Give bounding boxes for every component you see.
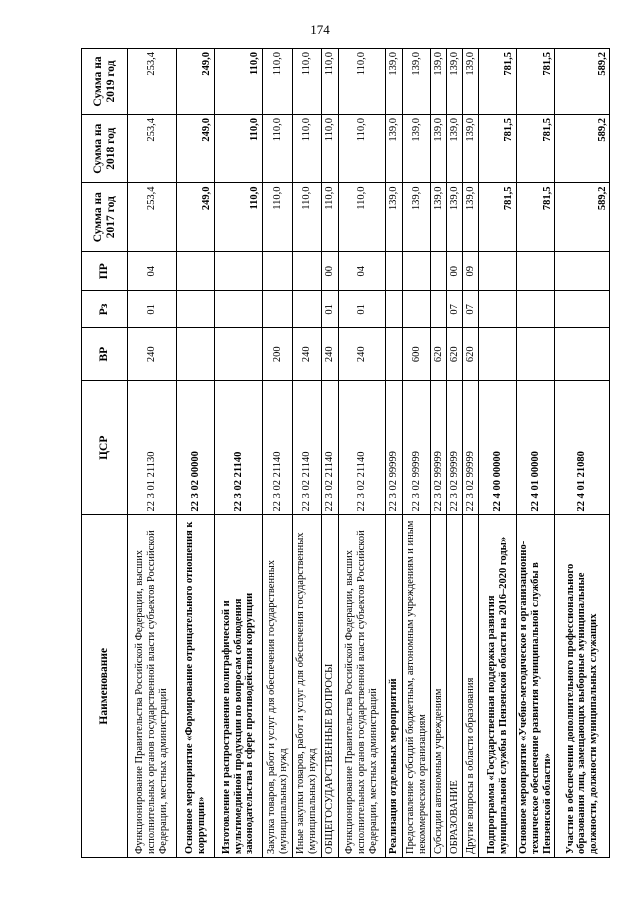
row-2019: 110,0	[215, 49, 263, 115]
row-name: Субсидии автономным учреждениям	[431, 515, 447, 858]
row-name: Основное мероприятие «Учебно-методическое и организационно-техническое обеспечение развития муниципальной службы в Пензенской области»	[517, 515, 555, 858]
row-csr: 22 3 02 21140	[215, 381, 263, 515]
row-2017: 110,0	[215, 183, 263, 252]
row-2017: 589,2	[555, 183, 610, 252]
row-2019: 110,0	[293, 49, 322, 115]
row-2018: 139,0	[403, 114, 431, 183]
row-vr: 200	[263, 328, 293, 381]
page-number: 174	[310, 22, 330, 37]
row-2019: 139,0	[431, 49, 447, 115]
row-2017: 110,0	[293, 183, 322, 252]
row-csr: 22 3 02 21140	[263, 381, 293, 515]
row-name: Основное мероприятие «Формирование отрицательного отношения к коррупции»	[177, 515, 215, 858]
rotated-page	[81, 48, 608, 858]
budget-table	[81, 48, 610, 858]
row-rz: 01	[322, 291, 339, 328]
row-2019: 139,0	[386, 49, 403, 115]
row-name: Изготовление и распространение полиграфической и мультимедийной продукции по вопросам соблюдения законодательства в сфере противодействия коррупции	[215, 515, 263, 858]
row-rz: 01	[339, 291, 386, 328]
row-2017: 139,0	[447, 183, 463, 252]
row-name: Другие вопросы в области образования	[463, 515, 479, 858]
table-header-row	[82, 49, 128, 858]
table-row	[463, 49, 479, 858]
row-rz: 07	[447, 291, 463, 328]
header-2017: Сумма на 2017 год	[82, 183, 128, 252]
table-row	[403, 49, 431, 858]
row-2017: 781,5	[479, 183, 517, 252]
row-vr	[479, 328, 517, 381]
row-pr	[555, 251, 610, 291]
row-vr	[215, 328, 263, 381]
row-pr: 00	[322, 251, 339, 291]
row-rz	[386, 291, 403, 328]
row-csr: 22 3 02 99999	[403, 381, 431, 515]
row-rz: 01	[128, 291, 177, 328]
row-name: Функционирование Правительства Российской Федерации, высших исполнительных органов государственной власти субъектов Российской Федерации, местных администраций	[128, 515, 177, 858]
table-row	[517, 49, 555, 858]
table-row	[263, 49, 293, 858]
row-rz	[403, 291, 431, 328]
row-vr	[555, 328, 610, 381]
row-pr: 04	[339, 251, 386, 291]
table-row	[386, 49, 403, 858]
row-name: Реализация отдельных мероприятий	[386, 515, 403, 858]
row-2018: 249,0	[177, 114, 215, 183]
table-row	[431, 49, 447, 858]
row-csr: 22 3 02 00000	[177, 381, 215, 515]
row-name: Участие в обеспечении дополнительного профессионального образования лиц, замещающих выборные муниципальные должности, должности муниципальных служащих	[555, 515, 610, 858]
row-2018: 139,0	[386, 114, 403, 183]
table-row	[215, 49, 263, 858]
row-2017: 253,4	[128, 183, 177, 252]
table-row	[555, 49, 610, 858]
row-2019: 781,5	[517, 49, 555, 115]
row-rz	[517, 291, 555, 328]
row-csr: 22 3 02 21140	[339, 381, 386, 515]
row-vr: 240	[293, 328, 322, 381]
row-name: ОБРАЗОВАНИЕ	[447, 515, 463, 858]
row-2019: 110,0	[322, 49, 339, 115]
row-name: Предоставление субсидий бюджетным, автономным учреждениям и иным некоммерческим организациям	[403, 515, 431, 858]
row-2018: 110,0	[339, 114, 386, 183]
row-2019: 139,0	[463, 49, 479, 115]
row-pr	[403, 251, 431, 291]
row-vr: 620	[431, 328, 447, 381]
row-pr	[215, 251, 263, 291]
row-pr: 04	[128, 251, 177, 291]
table-row	[339, 49, 386, 858]
row-pr	[479, 251, 517, 291]
row-2019: 589,2	[555, 49, 610, 115]
table-row	[447, 49, 463, 858]
row-2017: 110,0	[263, 183, 293, 252]
row-vr: 600	[403, 328, 431, 381]
row-2018: 110,0	[322, 114, 339, 183]
row-2018: 139,0	[431, 114, 447, 183]
header-vr: ВР	[82, 328, 128, 381]
row-2019: 249,0	[177, 49, 215, 115]
row-rz	[263, 291, 293, 328]
row-vr	[386, 328, 403, 381]
row-2017: 139,0	[463, 183, 479, 252]
row-csr: 22 4 01 00000	[517, 381, 555, 515]
row-2017: 781,5	[517, 183, 555, 252]
header-2019: Сумма на 2019 год	[82, 49, 128, 115]
row-rz	[431, 291, 447, 328]
row-name: Функционирование Правительства Российской Федерации, высших исполнительных органов государственной власти субъектов Российской Федерации, местных администраций	[339, 515, 386, 858]
table-row	[177, 49, 215, 858]
row-vr: 240	[322, 328, 339, 381]
row-2019: 110,0	[263, 49, 293, 115]
row-pr	[517, 251, 555, 291]
header-name: Наименование	[82, 515, 128, 858]
header-csr: ЦСР	[82, 381, 128, 515]
row-csr: 22 4 00 00000	[479, 381, 517, 515]
row-name: ОБЩЕГОСУДАРСТВЕННЫЕ ВОПРОСЫ	[322, 515, 339, 858]
row-2018: 139,0	[463, 114, 479, 183]
header-2018: Сумма на 2018 год	[82, 114, 128, 183]
row-2019: 139,0	[403, 49, 431, 115]
row-pr	[431, 251, 447, 291]
row-2017: 139,0	[386, 183, 403, 252]
row-2019: 253,4	[128, 49, 177, 115]
row-2017: 139,0	[403, 183, 431, 252]
row-2018: 589,2	[555, 114, 610, 183]
row-2018: 139,0	[447, 114, 463, 183]
header-rz: Рз	[82, 291, 128, 328]
row-pr	[263, 251, 293, 291]
row-name: Закупка товаров, работ и услуг для обеспечения государственных (муниципальных) нужд	[263, 515, 293, 858]
row-csr: 22 3 02 99999	[431, 381, 447, 515]
row-csr: 22 3 01 21130	[128, 381, 177, 515]
row-rz	[215, 291, 263, 328]
table-row	[128, 49, 177, 858]
row-csr: 22 3 02 21140	[322, 381, 339, 515]
row-csr: 22 4 01 21080	[555, 381, 610, 515]
row-rz: 07	[463, 291, 479, 328]
table-row	[322, 49, 339, 858]
row-2018: 110,0	[293, 114, 322, 183]
header-pr: ПР	[82, 251, 128, 291]
row-2018: 253,4	[128, 114, 177, 183]
row-2017: 110,0	[339, 183, 386, 252]
row-2018: 781,5	[517, 114, 555, 183]
row-2017: 110,0	[322, 183, 339, 252]
row-vr: 240	[128, 328, 177, 381]
row-csr: 22 3 02 99999	[447, 381, 463, 515]
row-rz	[177, 291, 215, 328]
row-vr: 620	[447, 328, 463, 381]
row-2018: 781,5	[479, 114, 517, 183]
row-rz	[293, 291, 322, 328]
row-csr: 22 3 02 99999	[463, 381, 479, 515]
row-csr: 22 3 02 99999	[386, 381, 403, 515]
row-vr: 620	[463, 328, 479, 381]
row-name: Иные закупки товаров, работ и услуг для обеспечения государственных (муниципальных) нужд	[293, 515, 322, 858]
row-2018: 110,0	[263, 114, 293, 183]
row-rz	[479, 291, 517, 328]
row-name: Подпрограмма «Государственная поддержка развития муниципальной службы в Пензенской области на 2016–2020 годы»	[479, 515, 517, 858]
row-vr	[517, 328, 555, 381]
row-pr	[386, 251, 403, 291]
row-pr	[293, 251, 322, 291]
row-csr: 22 3 02 21140	[293, 381, 322, 515]
row-2019: 110,0	[339, 49, 386, 115]
row-rz	[555, 291, 610, 328]
row-2019: 139,0	[447, 49, 463, 115]
table-row	[293, 49, 322, 858]
row-pr: 09	[463, 251, 479, 291]
row-2017: 139,0	[431, 183, 447, 252]
row-2019: 781,5	[479, 49, 517, 115]
table-row	[479, 49, 517, 858]
row-pr: 00	[447, 251, 463, 291]
row-pr	[177, 251, 215, 291]
row-2017: 249,0	[177, 183, 215, 252]
row-vr: 240	[339, 328, 386, 381]
row-2018: 110,0	[215, 114, 263, 183]
row-vr	[177, 328, 215, 381]
